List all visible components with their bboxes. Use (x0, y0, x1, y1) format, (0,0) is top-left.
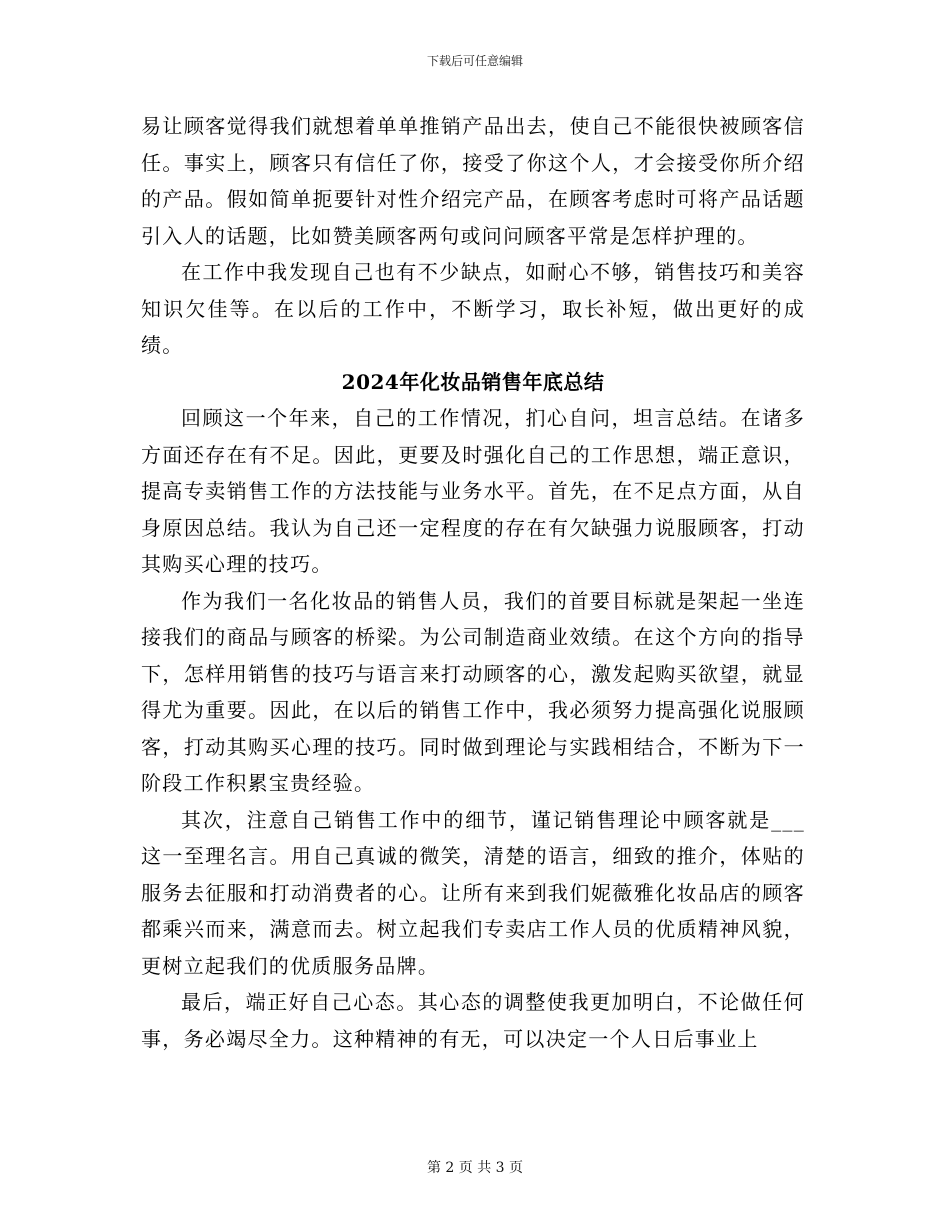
page-header: 下载后可任意编辑 (426, 54, 523, 68)
section-title: 2024年化妆品销售年底总结 (341, 369, 605, 394)
paragraph-sales-goal: 作为我们一名化妆品的销售人员，我们的首要目标就是架起一坐连接我们的商品与顾客的桥梁。为公司制造商业效绩。在这个方向的指导下，怎样用销售的技巧与语言来打动顾客的心，激发起购买欲望，就显得尤为重要。因此，在以后的销售工作中，我必须努力提高强化说服顾客，打动其购买心理的技巧。同时做到理论与实践相结合，不断为下一阶段工作积累宝贵经验。 (141, 588, 805, 795)
paragraph-details: 其次，注意自己销售工作中的细节，谨记销售理论中顾客就是___这一至理名言。用自己真诚的微笑，清楚的语言，细致的推介，体贴的服务去征服和打动消费者的心。让所有来到我们妮薇雅化妆品店的顾客都乘兴而来，满意而去。树立起我们专卖店工作人员的优质精神风貌，更树立起我们的优质服务品牌。 (141, 807, 805, 978)
document-body (141, 108, 805, 1057)
paragraph-shortcomings: 在工作中我发现自己也有不少缺点，如耐心不够，销售技巧和美容知识欠佳等。在以后的工作中，不断学习，取长补短，做出更好的成绩。 (141, 260, 805, 357)
paragraph-mindset: 最后，端正好自己心态。其心态的调整使我更加明白，不论做任何事，务必竭尽全力。这种精神的有无，可以决定一个人日后事业上 (141, 990, 805, 1051)
paragraph-review: 回顾这一个年来，自己的工作情况，扪心自问，坦言总结。在诸多方面还存在有不足。因此，更要及时强化自己的工作思想，端正意识，提高专卖销售工作的方法技能与业务水平。首先，在不足点方面，从自身原因总结。我认为自己还一定程度的存在有欠缺强力说服顾客，打动其购买心理的技巧。 (141, 406, 805, 576)
page-number: 第 2 页 共 3 页 (426, 1160, 524, 1176)
paragraph-continued: 易让顾客觉得我们就想着单单推销产品出去，使自己不能很快被顾客信任。事实上，顾客只有信任了你，接受了你这个人，才会接受你所介绍的产品。假如简单扼要针对性介绍完产品，在顾客考虑时可将产品话题引入人的话题，比如赞美顾客两句或问问顾客平常是怎样护理的。 (141, 114, 805, 248)
